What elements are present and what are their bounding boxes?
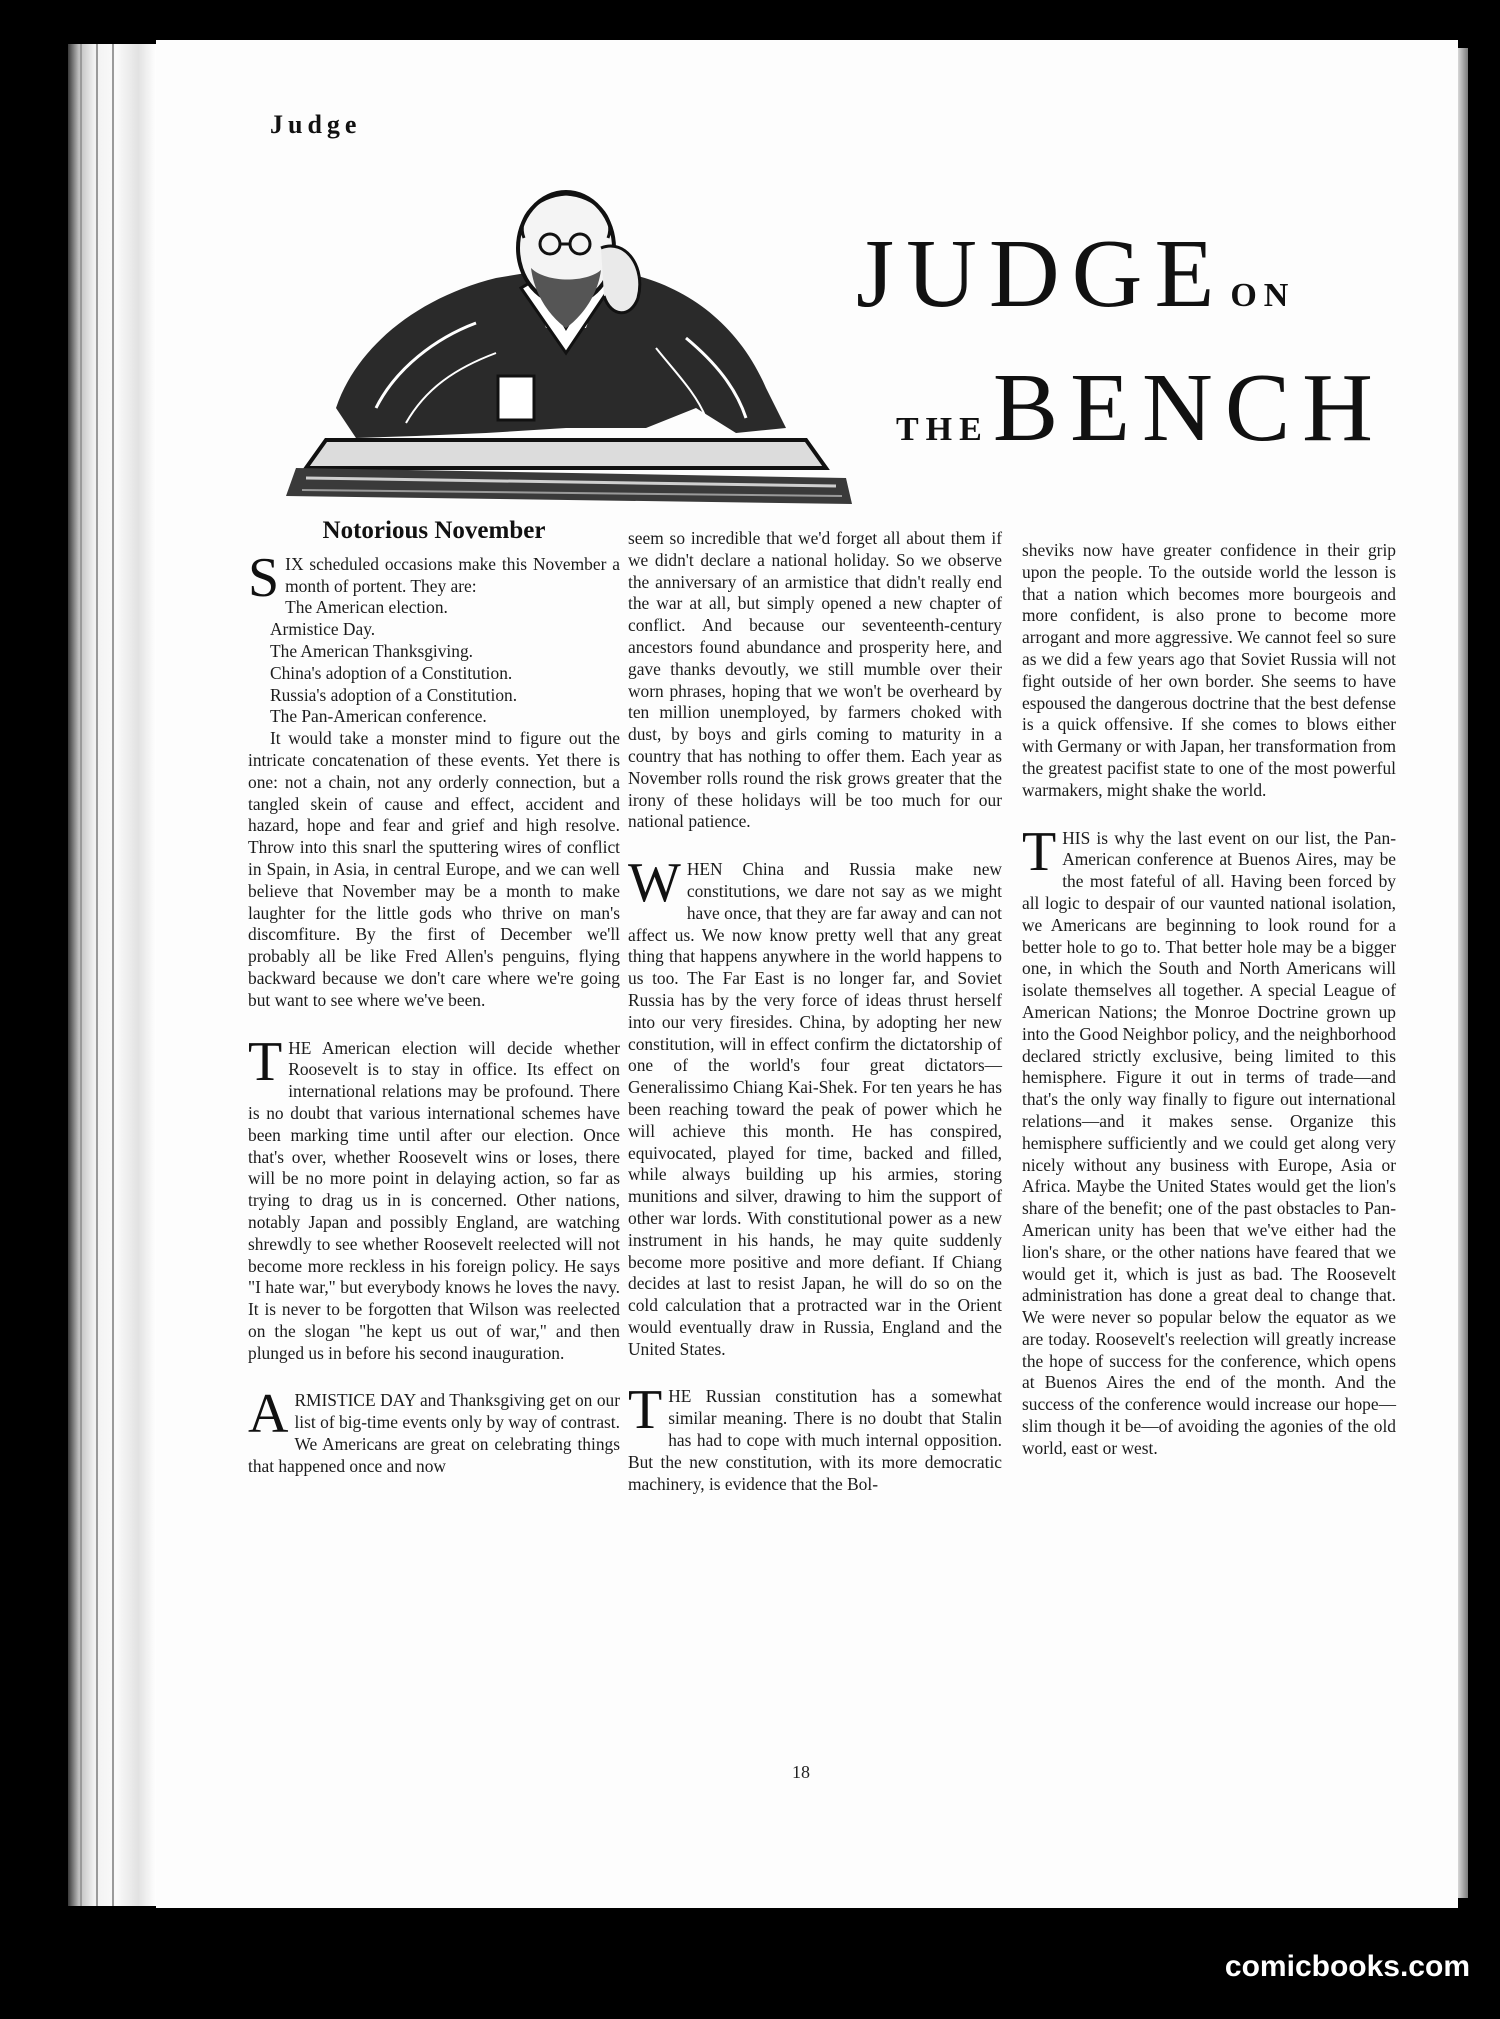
article-column-1: [248, 517, 620, 1478]
page-edge: [1458, 48, 1468, 1898]
spine-line: [112, 44, 114, 1906]
list-item: The Pan-American conference.: [270, 706, 487, 727]
paragraph: sheviks now have greater confidence in their grip upon the people. To the outside world the lesson is that a nation which becomes more bourgeois and more confident, is also prone to become more arrogant and more aggressive. We cannot feel so sure as we did a few years ago that Soviet Russia will not fight outside of her own border. She seems to have espoused the dangerous doctrine that the best defense is a quick offensive. If she comes to blows either with Germany or with Japan, her transformation from the greatest pacifist state to one of the most powerful warmakers, might shake the world.: [1022, 540, 1396, 800]
title-line-1: [856, 218, 1295, 330]
paragraph: THE Russian constitution has a somewhat similar meaning. There is no doubt that Stalin has had to cope with much internal opposition. But the new constitution, with its more democratic machinery, is evidence that the Bol-: [628, 1379, 1002, 1494]
drop-cap: T: [628, 1379, 663, 1442]
magazine-page: [156, 40, 1458, 1908]
section-heading: Notorious November: [322, 517, 546, 544]
paragraph: It would take a monster mind to figure out the intricate concatenation of these events. Yet there is one: not a chain, not any orderly connection, but a tangled skein of cause and effect, accident and hazard, hope and fear and grief and high resolve. Throw into this snarl the sputtering wires of conflict in Spain, in Asia, in central Europe, and we can well believe that November may be a month to make laughter for the little gods who thrive on man's discomfiture. By the first of December we'll probably all be like Fred Allen's penguins, flying backward because we don't care where we're going but want to see where we've been.: [248, 728, 620, 1010]
list-item: Armistice Day.: [270, 619, 376, 640]
title-bench: BENCH: [992, 354, 1385, 462]
list-item: China's adoption of a Constitution.: [270, 662, 513, 683]
drop-cap: W: [628, 852, 681, 915]
running-head: Judge: [270, 110, 362, 139]
drop-cap: T: [1022, 820, 1057, 883]
drop-cap: S: [248, 546, 280, 609]
list-item: Russia's adoption of a Constitution.: [270, 684, 518, 705]
title-the: THE: [896, 411, 989, 448]
paragraph: ARMISTICE DAY and Thanksgiving get on our list of big-time events only by way of contrast. We Americans are great on celebrating things that happened once and now: [248, 1383, 620, 1476]
paragraph: WHEN China and Russia make new constitutions, we dare not say as we might have once, that they are far away and can not affect us. We now know pretty well that any great thing that happens anywhere in the world happens to us too. The Far East is no longer far, and Soviet Russia has by the very force of ideas thrust herself into our very firesides. China, by adopting her new constitution, will in effect confirm the dictatorship of one of the world's four great dictators—Generalissimo Chiang Kai-Shek. For ten years he has been reaching toward the peak of power which he will achieve this month. He has conspired, equivocated, played for time, backed and filled, while always building up his armies, storing munitions and silver, drawing to him the support of other war lords. With constitutional power as a new instrument in his hands, he may quite suddenly become more positive and more defiant. If Chiang decides at last to resist Japan, he will do so on the cold calculation that a protracted war in the Orient would eventually draw in Russia, England and the United States.: [628, 852, 1002, 1359]
title-judge: JUDGE: [856, 220, 1227, 328]
drop-cap: A: [248, 1383, 289, 1446]
paragraph: THE American election will decide whether Roosevelt is to stay in office. Its effect on international relations may be profound. There is no doubt that various international schemes have been marking time until after our election. Once that's over, whether Roosevelt wins or loses, there will be no more point in delaying action, so far as trying to drag us in is concerned. Other nations, notably Japan and possibly England, are watching shrewdly to see whether Roosevelt reelected will not become more reckless in his foreign policy. He says "I hate war," but everybody knows he loves the navy. It is never to be forgotten that Wilson was reelected on the slogan "he kept us out of war," and then plunged us in before his second inauguration.: [248, 1030, 620, 1363]
title-on: ON: [1230, 277, 1296, 314]
page-number: 18: [792, 1762, 810, 1782]
judge-illustration: [266, 178, 866, 514]
drop-cap: T: [248, 1030, 283, 1093]
article-column-2: [628, 528, 1002, 1495]
spine-line: [96, 44, 98, 1906]
paragraph: THIS is why the last event on our list, the Pan-American conference at Buenos Aires, may be the most fateful of all. Having been forced by all logic to despair of our vaunted national isolation, we Americans are beginning to look round for a better hole to go to. That better hole may be a bigger one, in which the South and North Americans will isolate themselves all together. A special League of American Nations; the Monroe Doctrine grown up into the Good Neighbor policy, and the neighborhood declared strictly exclusive, being limited to this hemisphere. Figure it out in terms of trade—and that's the only way finally to figure out international relations—and it makes sense. Organize this hemisphere sufficiently and we could get along very nicely without any business with Europe, Asia or Africa. Maybe the United States would get the lion's share of the benefit; one of the past obstacles to Pan-American unity has been that we've either had the lion's share, or the other nations have feared that we would get it, which is just as bad. The Roosevelt administration has done a great deal to change that. We were never so popular below the equator as we are today. Roosevelt's reelection will greatly increase the hope of success for the conference, which opens at Buenos Aires the end of the month. And the success of the conference would increase our hope—slim though it be—of avoiding the agonies of the old world, east or west.: [1022, 820, 1396, 1458]
list-item: The American election.: [285, 597, 448, 618]
title-line-2: [896, 352, 1385, 464]
paragraph: seem so incredible that we'd forget all about them if we didn't declare a national holiday. So we observe the anniversary of an armistice that didn't really end the war at all, but simply opened a new chapter of conflict. And because our seventeenth-century ancestors found abundance and prosperity here, and gave thanks devoutly, we still mumble over their worn phrases, hoping that we won't be overheard by ten million unemployed, by farmers choked with dust, by boys and girls coming to maturity in a country that has nothing to offer them. Each year as November rolls round the risk grows greater that the irony of these holidays will be too much for our national patience.: [628, 528, 1002, 832]
source-watermark: comicbooks.com: [1224, 1950, 1470, 1983]
list-item: The American Thanksgiving.: [270, 640, 474, 661]
spine-line: [80, 44, 82, 1906]
paragraph: SIX scheduled occasions make this November a month of portent. They are:: [248, 546, 620, 609]
article-column-3: [1022, 540, 1396, 1460]
